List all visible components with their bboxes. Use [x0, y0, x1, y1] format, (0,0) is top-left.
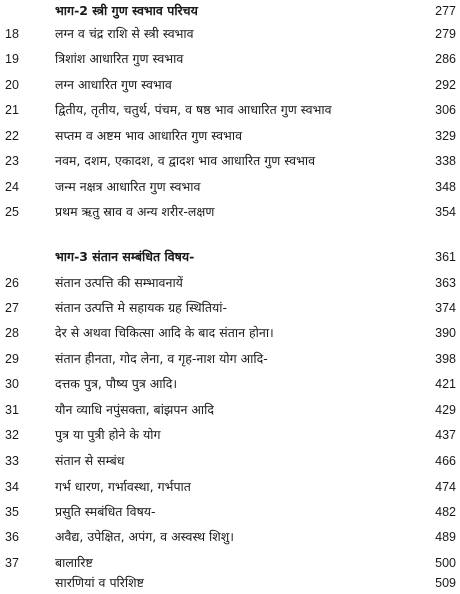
toc-row — [0, 526, 460, 548]
chapter-number: 19 — [5, 52, 19, 66]
chapter-number: 37 — [5, 556, 19, 570]
chapter-title: लग्न आधारित गुण स्वभाव — [55, 77, 172, 92]
toc-row — [0, 74, 460, 96]
chapter-title: प्रथम ऋतु स्राव व अन्य शरीर-लक्षण — [55, 204, 215, 219]
chapter-title: दत्तक पुत्र, पौष्य पुत्र आदि। — [55, 376, 178, 391]
chapter-title: संतान उत्पत्ति की सम्भावनायें — [55, 275, 183, 290]
page-number: 329 — [435, 129, 456, 143]
toc-row — [0, 348, 460, 370]
page-number: 306 — [435, 103, 456, 117]
section-heading: भाग-2 स्त्री गुण स्वभाव परिचय — [55, 3, 198, 18]
toc-row — [0, 322, 460, 344]
chapter-number: 28 — [5, 326, 19, 340]
section-page-number: 361 — [435, 250, 456, 264]
chapter-number: 23 — [5, 154, 19, 168]
page-number: 363 — [435, 276, 456, 290]
toc-row — [0, 424, 460, 446]
section-heading: भाग-3 संतान सम्बंधित विषय- — [55, 249, 195, 264]
chapter-title: द्वितीय, तृतीय, चतुर्थ, पंचम, व षष्ठ भाव आधारित गुण स्वभाव — [55, 102, 332, 117]
page-number: 338 — [435, 154, 456, 168]
chapter-title: नवम, दशम, एकादश, व द्वादश भाव आधारित गुण स्वभाव — [55, 153, 316, 168]
page-number: 509 — [435, 576, 456, 590]
toc-row — [0, 476, 460, 498]
page-number: 354 — [435, 205, 456, 219]
toc-row — [0, 272, 460, 294]
page-number: 489 — [435, 530, 456, 544]
chapter-number: 24 — [5, 180, 19, 194]
page-number: 474 — [435, 480, 456, 494]
chapter-title: अवैद्य, उपेक्षित, अपंग, व अस्वस्थ शिशु। — [55, 529, 235, 544]
chapter-title: लग्न व चंद्र राशि से स्त्री स्वभाव — [55, 26, 194, 41]
page-number: 398 — [435, 352, 456, 366]
chapter-number: 21 — [5, 103, 19, 117]
chapter-title: त्रिशांश आधारित गुण स्वभाव — [55, 51, 184, 66]
chapter-number: 26 — [5, 276, 19, 290]
toc-row — [0, 125, 460, 147]
page-number: 500 — [435, 556, 456, 570]
chapter-number: 36 — [5, 530, 19, 544]
toc-row — [0, 450, 460, 472]
page-number: 374 — [435, 301, 456, 315]
chapter-number: 31 — [5, 403, 19, 417]
toc-row — [0, 201, 460, 223]
toc-row — [0, 23, 460, 45]
toc-row — [0, 48, 460, 70]
page-number: 286 — [435, 52, 456, 66]
page-number: 421 — [435, 377, 456, 391]
toc-row — [0, 99, 460, 121]
page-number: 348 — [435, 180, 456, 194]
page-number: 437 — [435, 428, 456, 442]
chapter-number: 32 — [5, 428, 19, 442]
chapter-number: 34 — [5, 480, 19, 494]
section-page-number: 277 — [435, 4, 456, 18]
chapter-number: 33 — [5, 454, 19, 468]
page-number: 466 — [435, 454, 456, 468]
section-heading-row — [0, 0, 460, 22]
chapter-title: संतान से सम्बंध — [55, 453, 125, 468]
chapter-title: यौन व्याधि नपुंसक्ता, बांझपन आदि — [55, 402, 215, 417]
chapter-title: सप्तम व अष्टम भाव आधारित गुण स्वभाव — [55, 128, 243, 143]
toc-row — [0, 399, 460, 421]
chapter-number: 20 — [5, 78, 19, 92]
toc-row — [0, 501, 460, 523]
toc-row — [0, 572, 460, 594]
chapter-title: प्रसुति स्मबंधित विषय- — [55, 504, 156, 519]
chapter-title: जन्म नक्षत्र आधारित गुण स्वभाव — [55, 179, 201, 194]
page-number: 482 — [435, 505, 456, 519]
chapter-number: 25 — [5, 205, 19, 219]
chapter-title: गर्भ धारण, गर्भावस्था, गर्भपात — [55, 479, 191, 494]
chapter-number: 22 — [5, 129, 19, 143]
chapter-number: 35 — [5, 505, 19, 519]
page-number: 292 — [435, 78, 456, 92]
section-heading-row — [0, 246, 460, 268]
chapter-title: देर से अथवा चिकित्सा आदि के बाद संतान होना। — [55, 325, 274, 340]
chapter-number: 18 — [5, 27, 19, 41]
toc-row — [0, 297, 460, 319]
toc-row — [0, 373, 460, 395]
chapter-title: सारणियां व परिशिष्ट — [55, 575, 144, 590]
toc-row — [0, 150, 460, 172]
chapter-number: 29 — [5, 352, 19, 366]
page-number: 279 — [435, 27, 456, 41]
chapter-title: संतान उत्पत्ति मे सहायक ग्रह स्थितियां- — [55, 300, 227, 315]
toc-row — [0, 552, 460, 574]
page-number: 390 — [435, 326, 456, 340]
chapter-title: पुत्र या पुत्री होने के योग — [55, 427, 161, 442]
chapter-title: संतान हीनता, गोद लेना, व गृह-नाश योग आदि- — [55, 351, 268, 366]
toc-row — [0, 176, 460, 198]
page-number: 429 — [435, 403, 456, 417]
chapter-number: 30 — [5, 377, 19, 391]
chapter-number: 27 — [5, 301, 19, 315]
chapter-title: बालारिष्ट — [55, 555, 93, 570]
